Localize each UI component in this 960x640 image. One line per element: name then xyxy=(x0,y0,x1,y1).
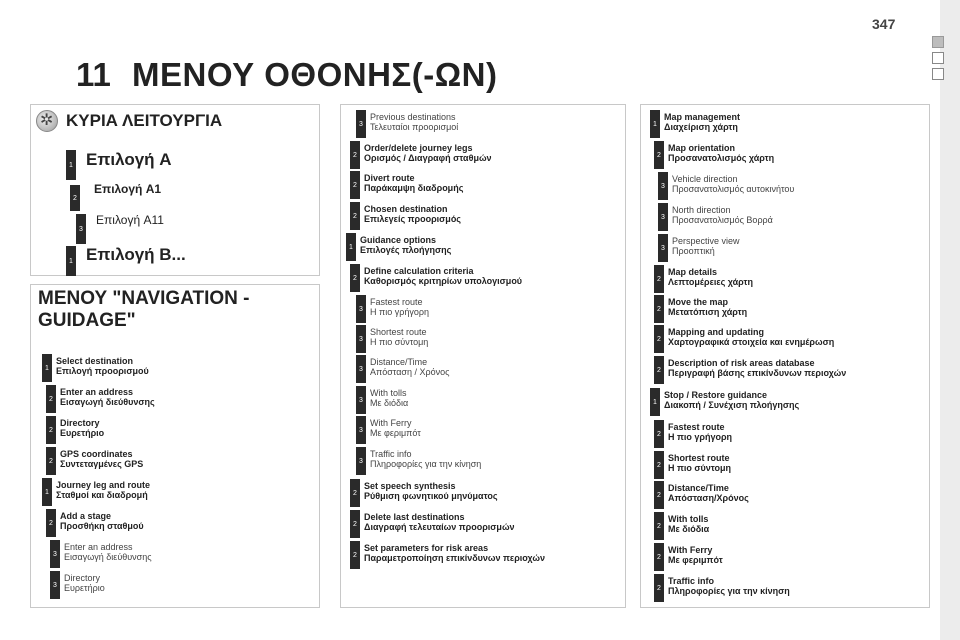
menu-entry-greek: Διαγραφή τελευταίων προορισμών xyxy=(364,522,515,532)
menu-entry-greek: Επιλεγείς προορισμός xyxy=(364,214,461,224)
level-badge: 3 xyxy=(50,540,60,568)
menu-entry-greek: Η πιο γρήγορη xyxy=(668,432,733,442)
legend-level-a: Επιλογή A xyxy=(86,150,172,169)
menu-entry-english: GPS coordinates xyxy=(60,449,133,459)
menu-entry xyxy=(668,545,723,565)
menu-entry xyxy=(364,173,463,193)
level-badge: 1 xyxy=(42,354,52,382)
corner-square xyxy=(932,52,944,64)
level-badge: 1 xyxy=(346,233,356,261)
menu-entry-english: With tolls xyxy=(668,514,709,524)
menu-entry-greek: Τελευταίοι προορισμοί xyxy=(370,122,459,132)
level-badge: 2 xyxy=(46,385,56,413)
menu-entry-greek: Με φεριμπότ xyxy=(668,555,723,565)
menu-entry xyxy=(56,356,149,376)
menu-entry-english: Enter an address xyxy=(60,387,134,397)
level-badge: 2 xyxy=(350,202,360,230)
level-badge: 2 xyxy=(654,481,664,509)
menu-entry xyxy=(60,449,143,469)
menu-entry-english: Distance/Time xyxy=(370,357,428,367)
menu-entry-english: Fastest route xyxy=(370,297,423,307)
level-badge: 1 xyxy=(650,110,660,138)
level-badge: 3 xyxy=(658,172,668,200)
menu-entry xyxy=(64,573,105,593)
menu-entry xyxy=(60,418,104,438)
menu-entry-english: Order/delete journey legs xyxy=(364,143,473,153)
level-badge: 3 xyxy=(658,234,668,262)
legend-level-b: Επιλογή B... xyxy=(86,245,186,264)
level-badge: 3 xyxy=(356,110,366,138)
menu-entry xyxy=(370,357,449,377)
menu-entry-greek: Η πιο γρήγορη xyxy=(370,307,429,317)
level-badge: 2 xyxy=(46,416,56,444)
menu-entry-greek: Προσανατολισμός χάρτη xyxy=(668,153,775,163)
legend-level-a1: Επιλογή A1 xyxy=(94,182,162,196)
menu-entry-greek: Ορισμός / Διαγραφή σταθμών xyxy=(364,153,492,163)
page-number: 347 xyxy=(872,16,896,32)
menu-entry xyxy=(668,453,731,473)
level-badge: 2 xyxy=(350,264,360,292)
menu-entry xyxy=(60,511,144,531)
menu-entry-english: Set parameters for risk areas xyxy=(364,543,489,553)
level-badge: 3 xyxy=(50,571,60,599)
menu-entry-greek: Ευρετήριο xyxy=(60,428,105,438)
menu-entry xyxy=(664,390,799,410)
level-badge: 2 xyxy=(654,512,664,540)
menu-entry xyxy=(668,297,747,317)
menu-entry-greek: Ρύθμιση φωνητικού μηνύματος xyxy=(364,491,498,501)
menu-entry xyxy=(668,327,834,347)
menu-entry xyxy=(668,358,846,378)
level-badge: 1 xyxy=(66,150,76,180)
menu-entry-english: Move the map xyxy=(668,297,729,307)
menu-entry-english: Map management xyxy=(664,112,741,122)
menu-entry-english: Previous destinations xyxy=(370,112,456,122)
menu-entry xyxy=(672,205,773,225)
menu-entry xyxy=(364,266,522,286)
menu-entry-english: Set speech synthesis xyxy=(364,481,456,491)
page-edge-strip xyxy=(940,0,960,640)
level-badge: 2 xyxy=(46,447,56,475)
level-badge: 1 xyxy=(66,246,76,276)
level-badge: 2 xyxy=(350,171,360,199)
menu-entry xyxy=(672,236,740,256)
menu-entry xyxy=(370,327,428,347)
menu-entry-english: Select destination xyxy=(56,356,134,366)
menu-entry-english: North direction xyxy=(672,205,731,215)
menu-entry-greek: Με φεριμπότ xyxy=(370,428,421,438)
menu-entry xyxy=(56,480,150,500)
menu-entry-english: Fastest route xyxy=(668,422,725,432)
level-badge: 2 xyxy=(350,479,360,507)
chapter-title: ΜΕΝΟΥ ΟΘΟΝΗΣ(-ΩΝ) xyxy=(132,56,498,93)
menu-entry xyxy=(668,267,753,287)
menu-entry-english: Map orientation xyxy=(668,143,735,153)
legend-level-a11: Επιλογή A11 xyxy=(96,213,164,227)
level-badge: 2 xyxy=(654,295,664,323)
menu-entry-greek: Προσθήκη σταθμού xyxy=(60,521,144,531)
menu-entry-english: Shortest route xyxy=(668,453,730,463)
menu-entry xyxy=(370,112,458,132)
level-badge: 2 xyxy=(654,451,664,479)
menu-entry-greek: Σταθμοί και διαδρομή xyxy=(56,490,148,500)
level-badge: 3 xyxy=(76,214,86,244)
menu-entry xyxy=(668,143,774,163)
menu-entry-english: Directory xyxy=(64,573,101,583)
menu-entry xyxy=(370,297,429,317)
level-badge: 2 xyxy=(654,574,664,602)
level-badge: 2 xyxy=(70,185,80,211)
menu-entry-greek: Με διόδια xyxy=(668,524,710,534)
menu-entry xyxy=(668,576,790,596)
menu-entry-greek: Προοπτική xyxy=(672,246,715,256)
menu-entry-english: With Ferry xyxy=(668,545,713,555)
level-badge: 3 xyxy=(356,325,366,353)
menu-entry-greek: Η πιο σύντομη xyxy=(370,337,429,347)
menu-entry-greek: Επιλογή προορισμού xyxy=(56,366,149,376)
menu-entry-english: Directory xyxy=(60,418,100,428)
level-badge: 2 xyxy=(654,420,664,448)
menu-entry-greek: Προσανατολισμός αυτοκινήτου xyxy=(672,184,795,194)
level-badge: 3 xyxy=(356,386,366,414)
chapter-number: 11 xyxy=(76,56,111,93)
nav-menu-title: ΜΕΝΟΥ "NAVIGATION - GUIDAGE" xyxy=(38,288,250,331)
level-badge: 3 xyxy=(356,416,366,444)
menu-entry-greek: Συντεταγμένες GPS xyxy=(60,459,144,469)
menu-entry-greek: Απόσταση/Χρόνος xyxy=(668,493,749,503)
menu-entry-english: Traffic info xyxy=(370,449,412,459)
level-badge: 2 xyxy=(654,265,664,293)
menu-entry xyxy=(664,112,740,132)
menu-entry-greek: Επιλογές πλοήγησης xyxy=(360,245,452,255)
menu-entry-english: Stop / Restore guidance xyxy=(664,390,768,400)
menu-entry-greek: Παράκαμψη διαδρομής xyxy=(364,183,464,193)
menu-entry-greek: Καθορισμός κριτηρίων υπολογισμού xyxy=(364,276,523,286)
menu-entry-greek: Παραμετροποίηση επικίνδυνων περιοχών xyxy=(364,553,546,563)
menu-entry xyxy=(364,204,461,224)
menu-entry xyxy=(668,422,732,442)
level-badge: 1 xyxy=(650,388,660,416)
menu-entry-english: Description of risk areas database xyxy=(668,358,815,368)
menu-entry-greek: Λεπτομέρειες χάρτη xyxy=(668,277,754,287)
menu-entry-greek: Εισαγωγή διεύθυνσης xyxy=(64,552,152,562)
menu-entry xyxy=(370,388,408,408)
menu-entry xyxy=(672,174,794,194)
level-badge: 3 xyxy=(356,355,366,383)
menu-entry xyxy=(370,449,481,469)
menu-entry-english: Define calculation criteria xyxy=(364,266,474,276)
menu-entry xyxy=(64,542,152,562)
level-badge: 2 xyxy=(654,543,664,571)
menu-entry-greek: Απόσταση / Χρόνος xyxy=(370,367,450,377)
menu-entry-english: Map details xyxy=(668,267,718,277)
menu-entry xyxy=(668,514,709,534)
level-badge: 2 xyxy=(46,509,56,537)
menu-entry xyxy=(364,512,515,532)
menu-entry-english: Enter an address xyxy=(64,542,133,552)
menu-entry-english: Shortest route xyxy=(370,327,427,337)
menu-entry xyxy=(360,235,451,255)
level-badge: 2 xyxy=(350,541,360,569)
menu-entry-greek: Πληροφορίες για την κίνηση xyxy=(668,586,790,596)
menu-entry xyxy=(364,143,492,163)
level-badge: 3 xyxy=(658,203,668,231)
menu-entry xyxy=(668,483,749,503)
level-badge: 2 xyxy=(350,141,360,169)
menu-entry-english: Add a stage xyxy=(60,511,112,521)
level-badge: 2 xyxy=(350,510,360,538)
menu-entry-english: Journey leg and route xyxy=(56,480,151,490)
menu-entry-english: With tolls xyxy=(370,388,407,398)
menu-entry-english: Mapping and updating xyxy=(668,327,764,337)
menu-entry-greek: Διαχείριση χάρτη xyxy=(664,122,738,132)
menu-entry-english: Delete last destinations xyxy=(364,512,465,522)
corner-square-filled xyxy=(932,36,944,48)
menu-entry-greek: Περιγραφή βάσης επικίνδυνων περιοχών xyxy=(668,368,847,378)
menu-entry xyxy=(60,387,155,407)
menu-entry-english: Vehicle direction xyxy=(672,174,738,184)
corner-square xyxy=(932,68,944,80)
menu-entry-greek: Ευρετήριο xyxy=(64,583,105,593)
menu-entry-greek: Προσανατολισμός Βορρά xyxy=(672,215,773,225)
level-badge: 3 xyxy=(356,447,366,475)
menu-entry xyxy=(370,418,421,438)
level-badge: 1 xyxy=(42,478,52,506)
menu-entry-greek: Πληροφορίες για την κίνηση xyxy=(370,459,482,469)
menu-entry-greek: Μετατόπιση χάρτη xyxy=(668,307,748,317)
menu-entry-english: Chosen destination xyxy=(364,204,448,214)
level-badge: 2 xyxy=(654,141,664,169)
menu-entry-greek: Εισαγωγή διεύθυνσης xyxy=(60,397,155,407)
gear-icon xyxy=(36,110,58,132)
level-badge: 2 xyxy=(654,356,664,384)
menu-entry-english: With Ferry xyxy=(370,418,412,428)
menu-entry-greek: Διακοπή / Συνέχιση πλοήγησης xyxy=(664,400,800,410)
menu-entry xyxy=(364,481,498,501)
menu-entry-english: Distance/Time xyxy=(668,483,729,493)
menu-entry-english: Divert route xyxy=(364,173,415,183)
menu-entry xyxy=(364,543,545,563)
menu-entry-english: Guidance options xyxy=(360,235,437,245)
level-badge: 2 xyxy=(654,325,664,353)
menu-entry-english: Traffic info xyxy=(668,576,715,586)
menu-entry-english: Perspective view xyxy=(672,236,740,246)
legend-title: ΚΥΡΙΑ ΛΕΙΤΟΥΡΓΙΑ xyxy=(66,111,223,130)
level-badge: 3 xyxy=(356,295,366,323)
menu-entry-greek: Με διόδια xyxy=(370,398,409,408)
menu-entry-greek: Η πιο σύντομη xyxy=(668,463,732,473)
menu-entry-greek: Χαρτογραφικά στοιχεία και ενημέρωση xyxy=(668,337,835,347)
